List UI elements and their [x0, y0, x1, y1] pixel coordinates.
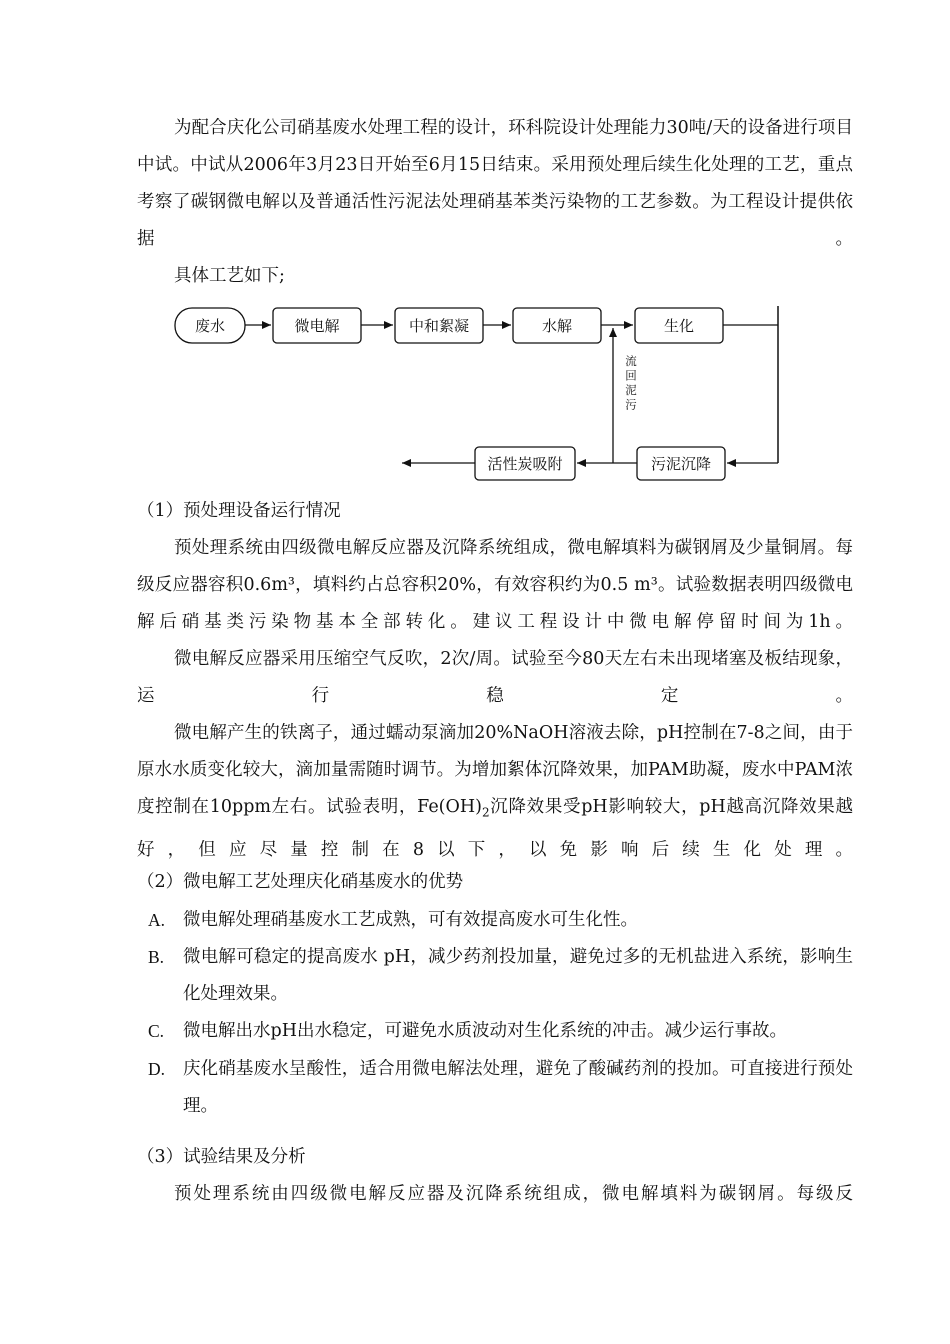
list-item-marker: D. — [148, 1059, 166, 1079]
process-intro: 具体工艺如下; — [174, 266, 285, 286]
section1-title: （1）预处理设备运行情况 — [137, 501, 341, 521]
intro-paragraph: 为配合庆化公司硝基废水处理工程的设计，环科院设计处理能力30吨/天的设备进行项目中试。中试从2006年3月23日开始至6月15日结束。采用预处理后续生化处理的工艺，重点考察了碳钢微电解以及普通活性污泥法处理硝基苯类污染物的工艺参数。为工程设计提供依据。 — [137, 118, 853, 249]
list-item-text: 微电解可稳定的提高废水 pH，减少药剂投加量，避免过多的无机盐进入系统，影响生化处理效果。 — [183, 947, 853, 1004]
activated-carbon-label: 活性炭吸附 — [487, 455, 563, 473]
list-item-marker: A. — [148, 910, 166, 930]
process-flow-diagram — [170, 300, 790, 490]
sludge-settle-label: 污泥沉降 — [650, 455, 712, 473]
section3-title: （3）试验结果及分析 — [137, 1147, 306, 1167]
biochemical-label: 生化 — [663, 317, 695, 335]
list-item-text: 庆化硝基废水呈酸性，适合用微电解法处理，避免了酸碱药剂的投加。可直接进行预处理。 — [183, 1059, 853, 1116]
feed-label: 废水 — [194, 317, 226, 335]
hydrolysis-label: 水解 — [541, 317, 573, 335]
return-sludge-label: 流回泥污 — [624, 355, 638, 413]
section2-title: （2）微电解工艺处理庆化硝基废水的优势 — [137, 872, 464, 892]
section1-paragraph1: 预处理系统由四级微电解反应器及沉降系统组成，微电解填料为碳钢屑及少量铜屑。每级反应器容积0.6m³，填料约占总容积20%，有效容积约为0.5 m³。试验数据表明四级微电解后硝基类污染物基本全部转化。建议工程设计中微电解停留时间为1h。 — [137, 538, 853, 632]
neutralization-label: 中和絮凝 — [408, 317, 470, 335]
micro-electrolysis-label: 微电解 — [294, 317, 340, 335]
list-item-marker: C. — [148, 1021, 165, 1041]
section1-paragraph2: 微电解反应器采用压缩空气反吹，2次/周。试验至今80天左右未出现堵塞及板结现象，运行稳定。 — [137, 649, 853, 706]
section1-paragraph3-b: 沉降效果受pH影响较大，pH越高沉降效果越好，但应尽量控制在8以下，以免影响后续生化处理。 — [137, 797, 853, 860]
section1-paragraph3-subscript: 2 — [481, 805, 490, 820]
section3-paragraph1: 预处理系统由四级微电解反应器及沉降系统组成，微电解填料为碳钢屑。每级反 — [174, 1184, 853, 1204]
list-item-text: 微电解处理硝基废水工艺成熟，可有效提高废水可生化性。 — [183, 910, 638, 930]
section1-paragraph3 — [137, 715, 853, 869]
list-item-text: 微电解出水pH出水稳定，可避免水质波动对生化系统的冲击。减少运行事故。 — [183, 1021, 787, 1041]
list-item-marker: B. — [148, 947, 165, 967]
section1-paragraph3-a: 微电解产生的铁离子，通过蠕动泵滴加20%NaOH溶液去除，pH控制在7-8之间，由于原水水质变化较大，滴加量需随时调节。为增加絮体沉降效果，加PAM助凝，废水中PAM浓度控制在10ppm左右。试验表明，Fe(OH) — [137, 723, 853, 817]
